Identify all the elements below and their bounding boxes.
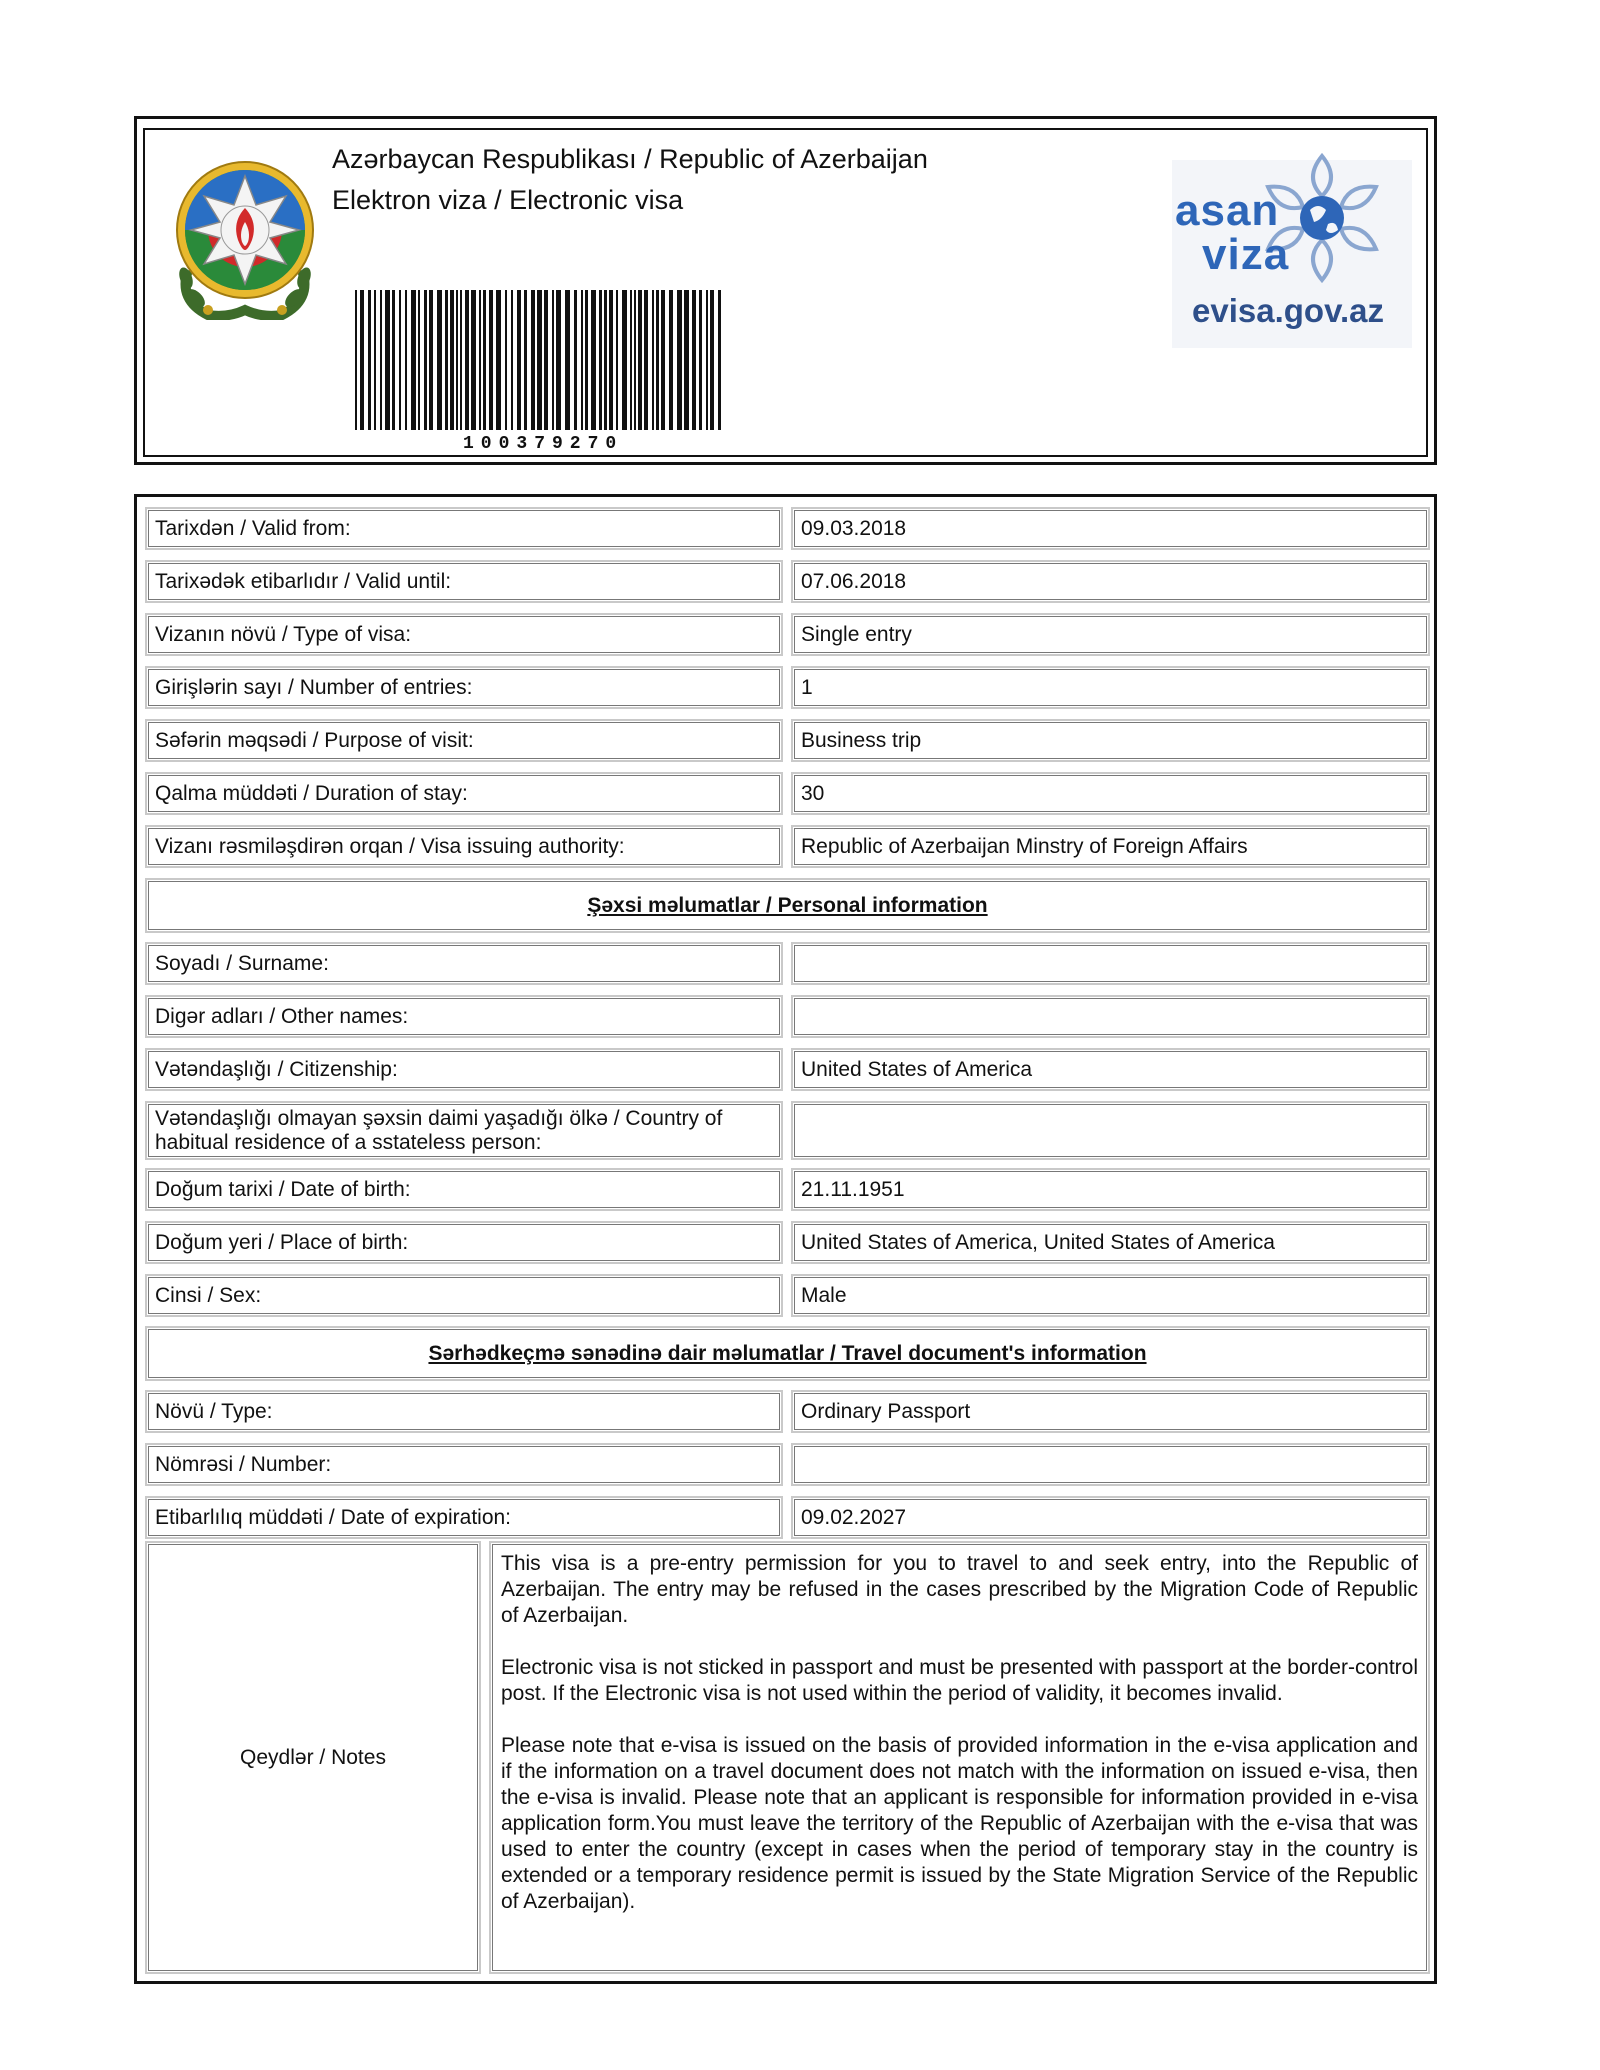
barcode-bar [609,290,613,430]
barcode-bar [661,290,665,430]
label-other-names: Digər adları / Other names: [145,995,783,1038]
barcode-bar [411,290,416,430]
notes-paragraph: This visa is a pre-entry permission for you to travel to and seek entry, into the Republic of Azerbaijan. The entry may be refused in the cases prescribed by the Migration Code of Republic of Azerbaijan. [501,1552,1418,1627]
barcode-bar [684,290,689,430]
barcode-bar [505,290,507,430]
barcode-bar [656,290,659,430]
label-issuing-authority: Vizanı rəsmiləşdirən orqan / Visa issuing authority: [145,825,783,868]
barcode-bar [355,290,357,430]
barcode-bar [385,290,390,430]
value-date-of-birth: 21.11.1951 [791,1168,1430,1211]
barcode-bar [405,290,407,430]
barcode-bar [479,290,481,430]
label-document-type: Növü / Type: [145,1390,783,1433]
label-document-number: Nömrəsi / Number: [145,1443,783,1486]
logo-asan-text: asan [1175,186,1280,235]
barcode-bar [599,290,602,430]
barcode-bar [496,290,501,430]
header-title: Azərbaycan Respublikası / Republic of Azerbaijan [332,144,928,174]
barcode-bar [622,290,627,430]
logo-viza-text: viza [1202,230,1290,279]
barcode-bar [644,290,648,430]
value-citizenship: United States of America [791,1048,1430,1091]
barcode-bar [669,290,673,430]
barcode-bar [537,290,542,430]
barcode-bar [616,290,618,430]
barcode-bar [450,290,454,430]
section-personal-information: Şəxsi məlumatlar / Personal information [145,878,1430,933]
value-valid-until: 07.06.2018 [791,560,1430,603]
value-sex: Male [791,1274,1430,1317]
barcode-bar [556,290,561,430]
barcode-bar [460,290,462,430]
label-surname: Soyadı / Surname: [145,942,783,985]
barcode-bar [552,290,554,430]
barcode-bar [392,290,395,430]
value-issuing-authority: Republic of Azerbaijan Minstry of Foreign Affairs [791,825,1430,868]
barcode-bar [630,290,632,430]
value-document-number [791,1443,1430,1486]
value-purpose-of-visit: Business trip [791,719,1430,762]
label-type-of-visa: Vizanın növü / Type of visa: [145,613,783,656]
value-habitual-residence [791,1101,1430,1160]
barcode-bar [418,290,420,430]
barcode-bar [524,290,527,430]
barcode-bar [471,290,476,430]
barcode-bar [368,290,371,430]
barcode-bar [565,290,570,430]
barcode-bar [544,290,548,430]
barcode-bar [638,290,642,430]
barcode-bars-icon [355,290,723,430]
barcode-bar [718,290,721,430]
label-habitual-residence: Vətəndaşlığı olmayan şəxsin daimi yaşadığı ölkə / Country of habitual residence of a sstateless person: [145,1101,783,1160]
barcode-bar [677,290,682,430]
barcode-bar [531,290,535,430]
barcode-bar [581,290,583,430]
barcode-bar [517,290,521,430]
barcode-bar [652,290,654,430]
label-citizenship: Vətəndaşlığı / Citizenship: [145,1048,783,1091]
value-type-of-visa: Single entry [791,613,1430,656]
barcode-bar [585,290,588,430]
value-duration-of-stay: 30 [791,772,1430,815]
header-subtitle: Elektron viza / Electronic visa [332,185,684,215]
value-surname [791,942,1430,985]
barcode-bar [710,290,714,430]
barcode-number: 100379270 [463,434,624,454]
barcode-bar [591,290,596,430]
barcode-bar [360,290,364,430]
barcode-bar [437,290,442,430]
barcode-bar [374,290,376,430]
label-duration-of-stay: Qalma müddəti / Duration of stay: [145,772,783,815]
barcode-bar [604,290,607,430]
barcode-bar [574,290,577,430]
barcode-bar [465,290,469,430]
value-valid-from: 09.03.2018 [791,507,1430,550]
label-number-of-entries: Girişlərin sayı / Number of entries: [145,666,783,709]
label-date-of-expiration: Etibarlılıq müddəti / Date of expiration: [145,1496,783,1539]
barcode-bar [399,290,401,430]
label-valid-until: Tarixədək etibarlıdır / Valid until: [145,560,783,603]
azerbaijan-emblem-icon [168,150,322,320]
value-date-of-expiration: 09.02.2027 [791,1496,1430,1539]
barcode-bar [511,290,513,430]
barcode-bar [634,290,636,430]
notes-label [145,1541,481,1974]
label-place-of-birth: Doğum yeri / Place of birth: [145,1221,783,1264]
barcode-bar [489,290,493,430]
barcode-bar [692,290,696,430]
label-purpose-of-visit: Səfərin məqsədi / Purpose of visit: [145,719,783,762]
notes-paragraph: Electronic visa is not sticked in passport and must be presented with passport at the border-control post. If the Electronic visa is not used within the period of validity, it becomes invalid. [501,1656,1418,1705]
value-document-type: Ordinary Passport [791,1390,1430,1433]
barcode-bar [699,290,702,430]
barcode-bar [445,290,448,430]
label-sex: Cinsi / Sex: [145,1274,783,1317]
notes-text [489,1541,1430,1974]
barcode-bar [380,290,382,430]
label-date-of-birth: Doğum tarixi / Date of birth: [145,1168,783,1211]
notes-label-text: Qeydlər / Notes [240,1745,386,1769]
notes-paragraph: Please note that e-visa is issued on the basis of provided information in the e-visa application and if the information on a travel document does not match with the information on issued e-visa, then the e-visa is invalid. Please note that an applicant is responsible for information provided in e-visa application form.You must leave the territory of the Republic of Azerbaijan with the e-visa that was used to enter the country (except in cases when the period of temporary stay in the country is extended or a temporary residence permit is issued by the State Migration Service of the Republic of Azerbaijan). [501,1734,1418,1913]
barcode [355,290,723,454]
value-number-of-entries: 1 [791,666,1430,709]
barcode-bar [706,290,708,430]
barcode-bar [424,290,427,430]
barcode-bar [456,290,458,430]
barcode-bar [483,290,486,430]
section-travel-document: Sərhədkeçmə sənədinə dair məlumatlar / Travel document's information [145,1326,1430,1381]
value-place-of-birth: United States of America, United States of America [791,1221,1430,1264]
label-valid-from: Tarixdən / Valid from: [145,507,783,550]
logo-url-text: evisa.gov.az [1192,292,1384,329]
barcode-bar [429,290,433,430]
value-other-names [791,995,1430,1038]
